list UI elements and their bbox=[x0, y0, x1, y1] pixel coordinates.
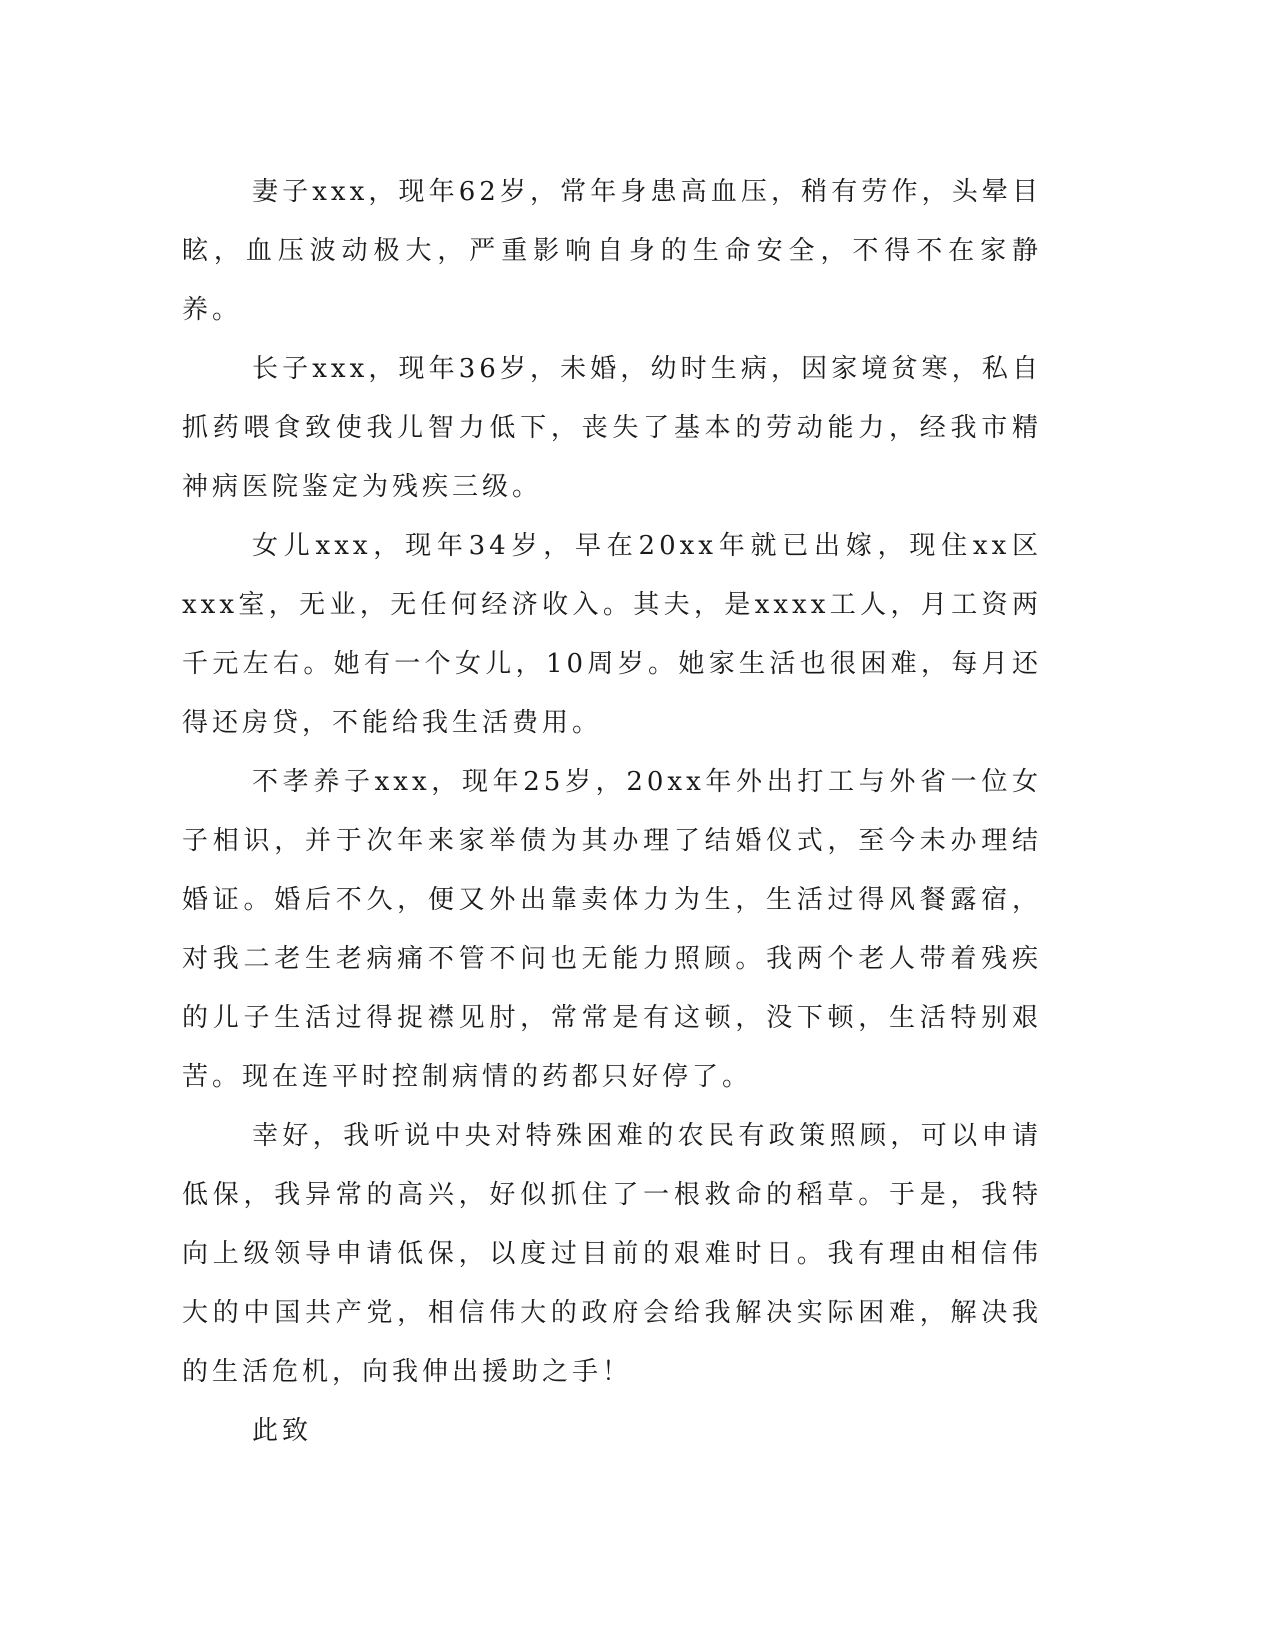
paragraph-eldest-son: 长子xxx，现年36岁，未婚，幼时生病，因家境贫寒，私自抓药喂食致使我儿智力低下，丧失了基本的劳动能力，经我市精神病医院鉴定为残疾三级。 bbox=[182, 354, 1042, 502]
paragraph-daughter: 女儿xxx，现年34岁，早在20xx年就已出嫁，现住xx区xxx室，无业，无任何经济收入。其夫，是xxxx工人，月工资两千元左右。她有一个女儿，10周岁。她家生活也很困难，每月还得还房贷，不能给我生活费用。 bbox=[182, 531, 1042, 738]
paragraph-wife: 妻子xxx，现年62岁，常年身患高血压，稍有劳作，头晕目眩，血压波动极大，严重影响自身的生命安全，不得不在家静养。 bbox=[182, 177, 1042, 325]
paragraph-request: 幸好，我听说中央对特殊困难的农民有政策照顾，可以申请低保，我异常的高兴，好似抓住了一根救命的稻草。于是，我特向上级领导申请低保，以度过目前的艰难时日。我有理由相信伟大的中国共产党，相信伟大的政府会给我解决实际困难，解决我的生活危机，向我伸出援助之手！ bbox=[182, 1121, 1042, 1387]
closing-salutation: 此致 bbox=[252, 1416, 313, 1446]
letter-body bbox=[182, 163, 1042, 1461]
paragraph-adopted-son: 不孝养子xxx，现年25岁，20xx年外出打工与外省一位女子相识，并于次年来家举债为其办理了结婚仪式，至今未办理结婚证。婚后不久，便又外出靠卖体力为生，生活过得风餐露宿，对我二老生老病痛不管不问也无能力照顾。我两个老人带着残疾的儿子生活过得捉襟见肘，常常是有这顿，没下顿，生活特别艰苦。现在连平时控制病情的药都只好停了。 bbox=[182, 767, 1042, 1092]
